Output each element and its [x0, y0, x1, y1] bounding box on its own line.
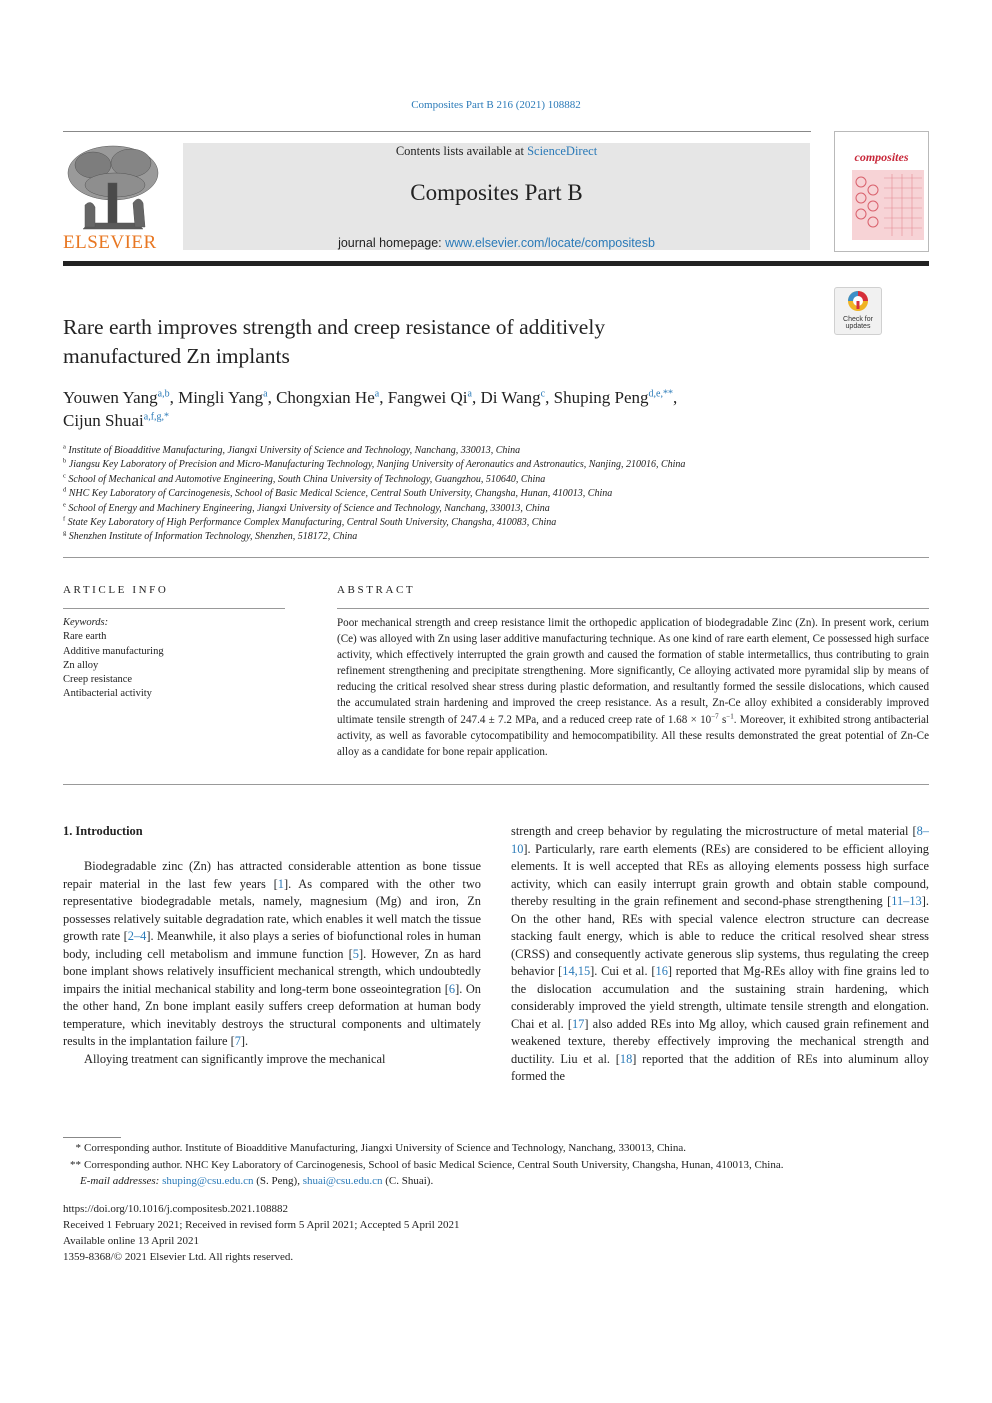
author-name: Di Wang	[480, 388, 541, 407]
article-title	[63, 313, 803, 371]
footnote-emails	[63, 1173, 929, 1190]
keyword-item: Antibacterial activity	[63, 688, 152, 700]
received-dates: Received 1 February 2021; Received in revised form 5 April 2021; Accepted 5 April 2021	[63, 1219, 460, 1231]
affiliation-item	[63, 473, 929, 487]
footnote-rule	[63, 1137, 121, 1138]
author-separator: ,	[267, 388, 277, 407]
author-affiliation-mark[interactable]: a,b	[157, 388, 170, 400]
badge-label	[834, 316, 882, 330]
body-right-column	[511, 823, 929, 1086]
affiliation-item	[63, 458, 929, 472]
citation-link[interactable]: 6	[448, 981, 456, 996]
body-text: ]. Cui et al. [	[590, 964, 656, 978]
badge-label-line2: updates	[845, 323, 871, 330]
footnote-text-2: Corresponding author. NHC Key Laboratory of Carcinogenesis, School of basic Medical Science, Central South University, Changsha, Hunan, 410013, China.	[84, 1159, 784, 1171]
author-name: Chongxian He	[276, 388, 375, 407]
author-affiliation-mark[interactable]: a,f,g,*	[143, 411, 170, 423]
body-text: ] also added REs into Mg alloy, which caused grain refinement and weakened texture, thereby effectively improving the mechanical strength and ductility. Liu et al. [	[511, 1016, 929, 1066]
sciencedirect-link[interactable]: ScienceDirect	[527, 144, 598, 158]
author-list	[63, 386, 929, 432]
affiliation-text: Jiangsu Key Laboratory of Precision and Micro-Manufacturing Technology, Nanjing University of Aeronautics and Astronautics, Nanjing, 210016, China	[66, 459, 686, 471]
article-title-line1: Rare earth improves strength and creep resistance of additively	[63, 315, 606, 339]
author-separator: ,	[379, 388, 388, 407]
elsevier-tree-logo	[63, 143, 163, 235]
keywords-label: Keywords:	[63, 617, 109, 628]
homepage-prefix: journal homepage:	[338, 236, 446, 250]
body-text: ]. On the other hand, Zn bone implant easily suffers creep deformation at human body temperature, which inevitably destroys the structural components and ultimately results in the implantation failure [	[63, 981, 481, 1048]
abstract-mid: s	[718, 713, 727, 726]
author-separator: ,	[545, 388, 554, 407]
citation-link[interactable]: 16	[655, 964, 668, 978]
article-info-heading: ARTICLE INFO	[63, 584, 169, 596]
keywords-list	[63, 630, 293, 701]
footnote-mark-2: **	[70, 1159, 81, 1171]
body-text: ]. Particularly, rare earth elements (REs) are considered to be efficient alloying elements. It is well accepted that REs as alloying elements possess high surface activity, which can easily interrupt grain growth and obtain stable compound, thereby resulting in the grain refinement and second-phase strengthening [	[511, 841, 929, 908]
journal-title: Composites Part B	[410, 180, 583, 205]
publisher-wordmark: ELSEVIER	[63, 232, 157, 253]
crossmark-icon	[847, 290, 869, 312]
footnote-mark-1: *	[75, 1142, 81, 1154]
email-label: E-mail addresses:	[80, 1175, 160, 1187]
citation-link[interactable]: 8–10	[511, 824, 929, 856]
author-name: Youwen Yang	[63, 388, 158, 407]
affiliation-mark: d	[63, 486, 67, 494]
article-title-line2: manufactured Zn implants	[63, 344, 290, 368]
affiliation-text: School of Energy and Machinery Engineering, Jiangxi University of Science and Technology, Nanchang, 330013, China	[65, 502, 550, 514]
available-online: Available online 13 April 2021	[63, 1235, 200, 1247]
affiliation-item	[63, 487, 929, 501]
affiliation-mark: c	[63, 472, 66, 480]
body-text: ]. However, Zn as hard bone implant shows relatively insufficient mechanical strength, which undoubtedly impairs the initial mechanical stability and long-term bone osseointegration [	[63, 946, 481, 996]
email-name-peng: (S. Peng),	[253, 1175, 303, 1187]
email-name-shuai: (C. Shuai).	[382, 1175, 434, 1187]
citation-link[interactable]: 2–4	[127, 929, 147, 943]
citation-link[interactable]: 5	[352, 946, 359, 961]
footnote-corresponding-1	[63, 1140, 929, 1157]
author-affiliation-mark[interactable]: a	[467, 388, 472, 400]
affiliation-divider	[63, 557, 929, 558]
author-name: Fangwei Qi	[387, 388, 468, 407]
abstract-rule	[337, 608, 929, 609]
affiliation-mark: f	[63, 515, 66, 523]
citation-link[interactable]: 18	[619, 1051, 633, 1066]
author-affiliation-mark[interactable]: d,e,**	[648, 388, 673, 400]
section-heading-introduction: 1. Introduction	[63, 824, 143, 838]
article-info-rule	[63, 608, 285, 609]
badge-label-line1: Check for	[843, 316, 873, 323]
abstract-divider	[63, 784, 929, 785]
body-text: Biodegradable zinc (Zn) has attracted considerable attention as bone tissue repair material in the last few years [	[63, 859, 481, 891]
body-left-column	[63, 823, 481, 1068]
keyword-item: Additive manufacturing	[63, 645, 164, 657]
citation-link[interactable]: 17	[571, 1016, 585, 1031]
author-separator: ,	[169, 388, 179, 407]
author-affiliation-mark[interactable]: c	[540, 388, 546, 400]
email-link-peng[interactable]: shuping@csu.edu.cn	[162, 1175, 254, 1187]
author-name: Cijun Shuai	[63, 411, 144, 430]
affiliation-list	[63, 444, 929, 545]
intro-paragraph-1	[63, 858, 481, 1051]
author-separator: ,	[471, 388, 481, 407]
body-text: ] reported that Mg-REs alloy with fine grains led to the dislocation accumulation and the sustaining strain hardening, which considerably improved the yield strength, ultimate tensile strength and elongation. Chai et al. [	[511, 964, 930, 1031]
body-text: ]. As compared with the other two representative biodegradable metals, namely, magnesium (Mg) and iron, Zn possesses relatively suitable degradation rate, which enables it well match the tissue growth rate [	[63, 876, 481, 943]
footnote-text-1: Corresponding author. Institute of Bioadditive Manufacturing, Jiangxi University of Science and Technology, Nanchang, 330013, China.	[84, 1142, 686, 1154]
keyword-item: Creep resistance	[63, 674, 133, 686]
body-text: Alloying treatment can significantly improve the mechanical	[84, 1051, 386, 1066]
author-affiliation-mark[interactable]: a	[263, 388, 268, 400]
affiliation-text: School of Mechanical and Automotive Engineering, South China University of Technology, Guangzhou, 510640, China	[65, 473, 546, 485]
citation-link[interactable]: 11–13	[891, 894, 922, 908]
affiliation-mark: a	[63, 443, 66, 451]
affiliation-mark: g	[63, 530, 67, 538]
intro-paragraph-2	[63, 1051, 481, 1069]
header-rule	[63, 131, 811, 132]
keyword-item: Rare earth	[63, 631, 107, 643]
affiliation-item	[63, 444, 929, 458]
affiliation-text: Institute of Bioadditive Manufacturing, Jiangxi University of Science and Technology, Nanchang, 330013, China	[65, 445, 521, 456]
abstract-sup1: −7	[711, 711, 719, 720]
affiliation-item	[63, 530, 929, 544]
doi-link[interactable]: https://doi.org/10.1016/j.compositesb.2021.108882	[63, 1203, 288, 1215]
abstract-sup2: −1	[726, 711, 734, 720]
affiliation-text: State Key Laboratory of High Performance Complex Manufacturing, Central South University, Changsha, 410083, China	[65, 517, 557, 529]
body-text: ].	[240, 1034, 249, 1048]
abstract-heading: ABSTRACT	[337, 584, 416, 596]
author-affiliation-mark[interactable]: a	[374, 388, 380, 400]
journal-reference[interactable]: Composites Part B 216 (2021) 108882	[411, 99, 581, 111]
author-separator: ,	[673, 388, 678, 407]
contents-prefix: Contents lists available at	[395, 144, 528, 158]
body-text: ]. On the other hand, REs with special valence electron structure can decrease stacking fault energy, which is able to reduce the critical resolved shear stress (CRSS) and consequently activate generous slip systems, thus regulating the creep behavior [	[511, 894, 929, 978]
journal-homepage	[183, 236, 810, 250]
homepage-link[interactable]: www.elsevier.com/locate/compositesb	[445, 236, 655, 250]
affiliation-item	[63, 516, 929, 530]
affiliation-item	[63, 502, 929, 516]
affiliation-mark: e	[63, 501, 66, 509]
affiliation-mark: b	[63, 458, 67, 466]
body-text: ] reported that the addition of REs into aluminum alloy formed the	[511, 1051, 929, 1083]
cover-artwork	[852, 170, 924, 240]
author-name: Mingli Yang	[178, 388, 264, 407]
cover-title: composites	[854, 150, 909, 164]
author-name: Shuping Peng	[553, 388, 649, 407]
contents-line	[183, 144, 810, 159]
intro-paragraph-continued	[511, 823, 929, 1086]
header-thick-rule	[63, 261, 929, 266]
affiliation-text: NHC Key Laboratory of Carcinogenesis, School of Basic Medical Science, Central South University, Changsha, Hunan, 410013, China	[66, 488, 613, 500]
abstract-part2: . Moreover, it exhibited strong antibacterial activity, as well as favorable cytocompatibility and hemocompatibility. All these results demonstrated the great potential of Zn-Ce alloy as a candidate for bone repair application.	[337, 713, 929, 758]
abstract-part1: Poor mechanical strength and creep resistance limit the orthopedic application of biodegradable Zinc (Zn). In present work, cerium (Ce) was alloyed with Zn using laser additive manufacturing technique. As one kind of rare earth element, Ce possessed high surface activity, which effectively interrupted the grain growth and caused the formation of stable intermetallics, thus contributing to grain refinement strengthening and precipitate strengthening. More significantly, Ce alloying activated more pyramidal slip by means of reducing the critical resolved shear stress during plastic deformation, and resultantly formed the sessile dislocations, which caused the accumulated strain hardening and improved the creep resistance. As a result, Zn-Ce alloy exhibited a considerably improved ultimate tensile strength of 247.4 ± 7.2 MPa, and a reduced creep rate of 1.68 × 10	[337, 617, 929, 726]
keywords-block	[63, 616, 293, 702]
body-text: ]. Meanwhile, it also plays a series of biofunctional roles in human body, including cell metabolism and immune function [	[63, 929, 481, 961]
keyword-item: Zn alloy	[63, 659, 99, 671]
copyright-line: 1359-8368/© 2021 Elsevier Ltd. All rights reserved.	[63, 1251, 294, 1263]
email-link-shuai[interactable]: shuai@csu.edu.cn	[302, 1175, 383, 1187]
footnote-corresponding-2	[63, 1157, 929, 1174]
citation-link[interactable]: 7	[234, 1034, 241, 1048]
affiliation-text: Shenzhen Institute of Information Technology, Shenzhen, 518172, China	[66, 531, 358, 543]
abstract-text	[337, 615, 929, 760]
body-text: strength and creep behavior by regulating the microstructure of metal material [	[511, 824, 917, 838]
citation-link[interactable]: 1	[277, 876, 284, 891]
citation-link[interactable]: 14,15	[562, 964, 591, 978]
